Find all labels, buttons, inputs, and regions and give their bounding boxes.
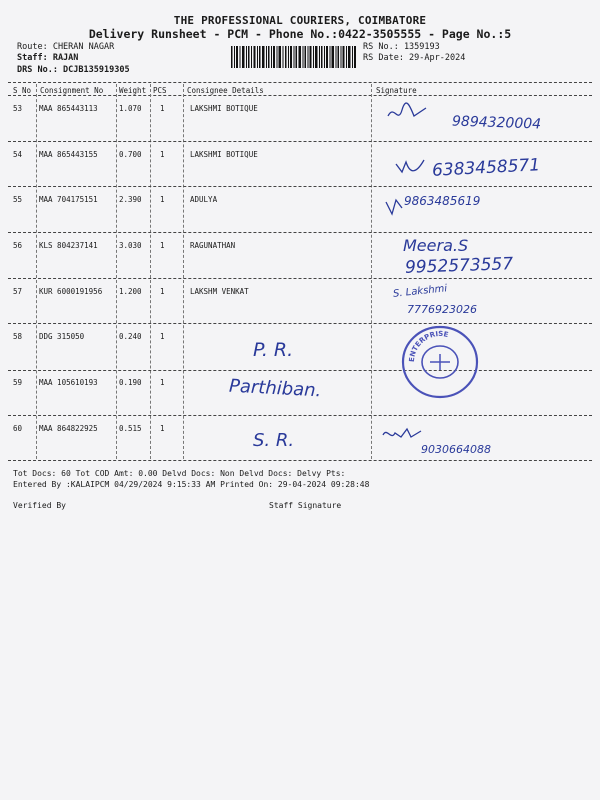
col-header-consignee: Consignee Details (187, 86, 264, 95)
handwritten-name: P. R. (253, 339, 294, 361)
handwritten-name: Meera.S (403, 236, 469, 255)
totals-line: Tot Docs: 60 Tot COD Amt: 0.00 Delvd Docs: Non Delvd Docs: Delvy Pts: (13, 469, 346, 478)
handwritten-phone: 7776923026 (407, 303, 477, 316)
col-header-consignment: Consignment No (40, 86, 104, 95)
row-weight: 0.190 (119, 378, 142, 387)
row-divider (8, 278, 592, 279)
row-pcs: 1 (160, 424, 165, 433)
row-consignment: MAA 865443155 (39, 150, 98, 159)
col-header-signature: Signature (376, 86, 417, 95)
handwritten-name: S. R. (253, 430, 295, 451)
row-divider (8, 370, 592, 371)
table-header-divider (8, 95, 592, 96)
row-divider (8, 323, 592, 324)
company-stamp (400, 322, 480, 400)
rs-number: RS No.: 1359193 (363, 42, 440, 52)
entered-by-line: Entered By :KALAIPCM 04/29/2024 9:15:33 AM Printed On: 29-04-2024 09:28:48 (13, 480, 370, 489)
runsheet-subtitle: Delivery Runsheet - PCM - Phone No.:0422-3505555 - Page No.:5 (88, 27, 512, 41)
handwritten-phone: 9952573557 (404, 254, 514, 278)
row-pcs: 1 (160, 332, 165, 341)
barcode-image (231, 46, 356, 68)
row-consignment: MAA 105610193 (39, 378, 98, 387)
row-sno: 57 (13, 287, 23, 296)
row-divider (8, 460, 592, 461)
row-sno: 55 (13, 195, 23, 204)
row-consignee: ADULYA (190, 195, 218, 204)
row-weight: 0.240 (119, 332, 142, 341)
row-weight: 0.515 (119, 424, 142, 433)
row-weight: 2.390 (119, 195, 142, 204)
handwritten-name: Parthiban. (228, 375, 322, 402)
handwritten-phone: 6383458571 (431, 155, 541, 181)
row-divider (8, 141, 592, 142)
row-consignment: MAA 865443113 (39, 104, 98, 113)
row-consignee: RAGUNATHAN (190, 241, 236, 250)
row-weight: 1.070 (119, 104, 142, 113)
row-pcs: 1 (160, 150, 165, 159)
row-consignment: MAA 864822925 (39, 424, 98, 433)
staff-signature-label: Staff Signature (269, 501, 342, 510)
row-sno: 56 (13, 241, 23, 250)
row-weight: 3.030 (119, 241, 142, 250)
route-label: Route: CHERAN NAGAR (17, 42, 115, 52)
handwritten-signature (386, 102, 431, 124)
col-header-pcs: PCS (153, 86, 167, 95)
col-header-sno: S No (13, 86, 32, 95)
row-pcs: 1 (160, 104, 165, 113)
row-pcs: 1 (160, 378, 165, 387)
row-consignment: KLS 804237141 (39, 241, 98, 250)
row-pcs: 1 (160, 287, 165, 296)
drs-number: DRS No.: DCJB135919305 (17, 65, 130, 75)
row-sno: 60 (13, 424, 23, 433)
row-pcs: 1 (160, 241, 165, 250)
handwritten-signature (381, 425, 423, 443)
verified-by-label: Verified By (13, 501, 66, 510)
handwritten-signature (394, 156, 428, 178)
handwritten-signature (384, 196, 406, 218)
row-consignee: LAKSHMI BOTIQUE (190, 150, 258, 159)
row-divider (8, 415, 592, 416)
row-divider (8, 186, 592, 187)
row-sno: 53 (13, 104, 23, 113)
row-weight: 0.700 (119, 150, 142, 159)
table-top-divider (8, 82, 592, 83)
col-header-weight: Weight (119, 86, 147, 95)
row-consignment: DDG 315050 (39, 332, 85, 341)
row-consignment: KUR 6000191956 (39, 287, 103, 296)
row-sno: 59 (13, 378, 23, 387)
staff-label: Staff: RAJAN (17, 53, 79, 63)
row-pcs: 1 (160, 195, 165, 204)
stamp-text: ENTERPRISE (407, 329, 450, 363)
company-title: THE PROFESSIONAL COURIERS, COIMBATORE (173, 14, 427, 27)
rs-date: RS Date: 29-Apr-2024 (363, 53, 466, 63)
row-sno: 54 (13, 150, 23, 159)
handwritten-phone: 9863485619 (404, 194, 481, 208)
row-divider (8, 232, 592, 233)
row-sno: 58 (13, 332, 23, 341)
handwritten-phone: 9030664088 (421, 443, 491, 456)
row-consignee: LAKSHMI BOTIQUE (190, 104, 258, 113)
handwritten-phone: 9894320004 (451, 113, 542, 133)
row-consignee: LAKSHM VENKAT (190, 287, 249, 296)
row-consignment: MAA 704175151 (39, 195, 98, 204)
handwritten-name: S. Lakshmi (392, 283, 448, 300)
row-weight: 1.200 (119, 287, 142, 296)
